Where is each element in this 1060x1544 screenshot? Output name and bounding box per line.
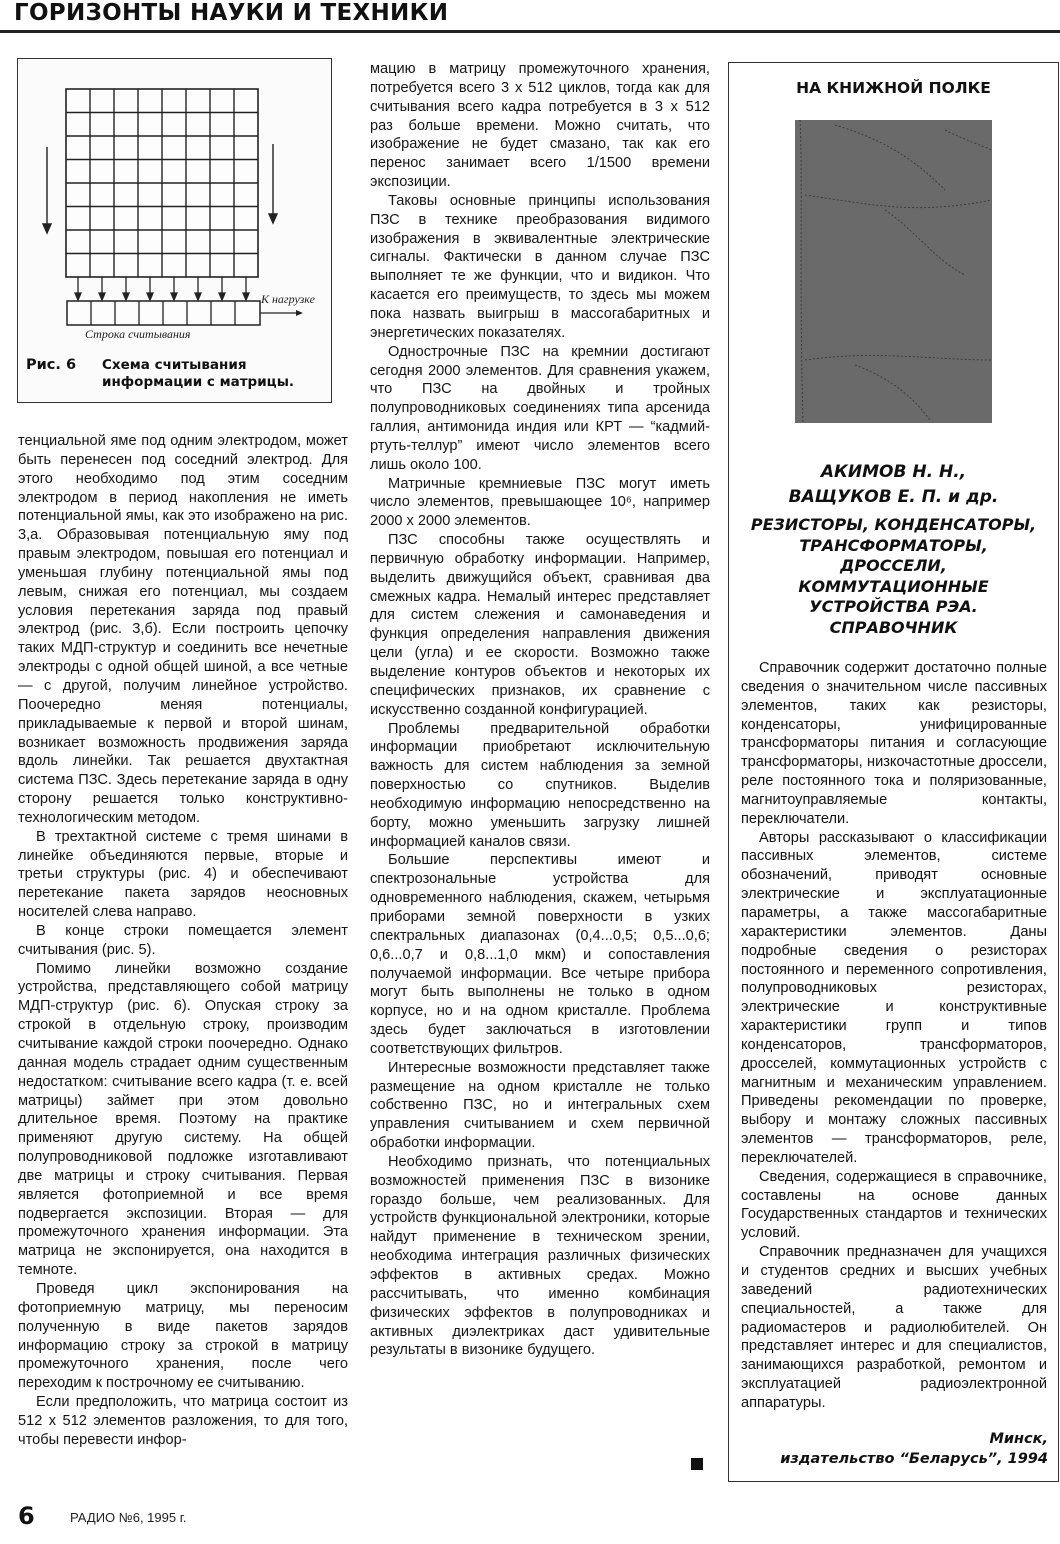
figure-number: Рис. 6: [26, 357, 77, 373]
paragraph: В конце строки помещается элемент считывания (рис. 5).: [18, 922, 348, 958]
article-column-2: [370, 60, 710, 1360]
figure-6: [17, 58, 332, 403]
paragraph: мацию в матрицу промежуточного хранения, потребуется всего 3 x 512 циклов, тогда как для считывания всего кадра потребуется в 3 x 512 раз больше времени. Можно считать, что изображение не будет смазано, так как его перенос занимает всего 1/1500 времени экспозиции.: [370, 61, 710, 191]
paragraph: Сведения, содержащиеся в справочнике, составлены на основе данных Государственных стандартов и технических условий.: [741, 1168, 1047, 1242]
publisher-info: [780, 1429, 1048, 1469]
figure-caption-text: Схема считывания информации с матрицы.: [102, 357, 295, 390]
title-line: ТРАНСФОРМАТОРЫ,: [799, 535, 988, 555]
paragraph: Проведя цикл экспонирования на фотоприемную матрицу, мы переносим полученную в виде пакетов зарядов информацию строку за строкой в матрицу промежуточного хранения, после чего переходим к построчному ее считыванию.: [18, 1280, 348, 1392]
title-line: СПРАВОЧНИК: [829, 617, 958, 637]
author-line: АКИМОВ Н. Н.,: [820, 462, 967, 482]
paragraph: Проблемы предварительной обработки информации приобретают исключительную важность для систем наблюдения за земной поверхностью со спутников. Выделив необходимую информацию непосредственно на борту, можно уменьшить загрузку лишней информацией каналов связи.: [370, 720, 710, 850]
author-line: ВАЩУКОВ Е. П. и др.: [788, 487, 999, 507]
paragraph: Интересные возможности представляет также размещение на одном кристалле не только собственно ПЗС, но и интегральных схем управления считыванием и схем первичной обработки информации.: [370, 1059, 710, 1152]
book-authors: [729, 460, 1058, 510]
bookshelf-heading: НА КНИЖНОЙ ПОЛКЕ: [796, 79, 991, 97]
title-line: ДРОССЕЛИ,: [840, 556, 947, 575]
bookshelf-box: [728, 62, 1059, 1482]
header-rule: [0, 30, 1060, 33]
paragraph: Матричные кремниевые ПЗС могут иметь число элементов, превышающее 10⁶, например 2000 x 2000 элементов.: [370, 475, 710, 530]
paragraph: Большие перспективы имеют и спектрозональные устройства для одновременного наблюдения, скажем, четырьмя приборами земной поверхности в узких спектральных диапазонах (0,4...0,5; 0,5...0,6; 0,6...0,7 и 0,8...1,0 мкм) и сопоставления получаемой информации. Все четыре прибора могут быть выполнены не только в одном корпусе, но и на одном кристалле. Проблема здесь будет заключаться в изготовлении соответствующих фильтров.: [370, 852, 710, 1057]
book-title: [729, 515, 1058, 638]
paragraph: Справочник предназначен для учащихся и студентов средних и высших учебных заведений радиотехнических специальностей, а также для радиомастеров и радиолюбителей. Он представляет интерес и для специалистов, занимающихся разработкой, ремонтом и эксплуатацией радиоэлектронной аппаратуры.: [741, 1244, 1047, 1411]
paragraph: Помимо линейки возможно создание устройства, представляющего собой матрицу МДП-структур (рис. 6). Опуская строку за строкой в отдельную строку, производим считывание каждой строки поочередно. Однако данная модель страдает одним существенным недостатком: считывание всего кадра (т. е. всей матрицы) займет при этом довольно длительное время. Поэтому на практике применяют другую систему. На общей полупроводниковой подложке изготавливают две матрицы и строку считывания. Первая является фотоприемной и все время подвергается экспозиции. Вторая — для промежуточного хранения информации. Эта матрица не экспонируется, она находится в темноте.: [18, 960, 348, 1279]
end-of-article-mark: [691, 1458, 703, 1470]
label-readout-row: Строка считывания: [85, 327, 191, 341]
paragraph: Необходимо признать, что потенциальных возможностей применения ПЗС в визонике гораздо больше, чем реализованных. Для устройств функциональной электроники, которые найдут применение в техническом зрении, необходима интеграция различных физических эффектов в активных средах. Можно рассчитывать, что именно комбинация физических эффектов в полупроводниках и активных диэлектриках даст удивительные результаты в визонике будущего.: [370, 1153, 710, 1359]
cover-texture: [795, 120, 992, 423]
book-description: [741, 659, 1047, 1413]
title-line: КОММУТАЦИОННЫЕ: [798, 576, 989, 596]
paragraph: Таковы основные принципы использования ПЗС в технике преобразования видимого изображения в эквивалентные электрические сигналы. Фактически в данном случае ПЗС выполняет те же функции, что и видикон. Что касается его преимуществ, то здесь мы можем пока назвать выигрыш в массогабаритных и энергетических показателях.: [370, 192, 710, 341]
title-line: РЕЗИСТОРЫ, КОНДЕНСАТОРЫ,: [750, 515, 1037, 534]
label-to-load: К нагрузке: [261, 292, 315, 306]
article-column-1: [18, 432, 348, 1450]
page-number: 6: [18, 1502, 35, 1530]
paragraph: ПЗС способны также осуществлять и первичную обработку информации. Например, выделить движущийся объект, сравнивая два смежных кадра. Немалый интерес представляет для систем слежения и самонаведения и функция определения направления движения цели (угла) и ее скорости. Возможно также выделение контуров объектов и некоторых их специфических признаков, их сравнение с искусственно созданной конфигурацией.: [370, 532, 710, 718]
paragraph: Однострочные ПЗС на кремнии достигают сегодня 2000 элементов. Для сравнения укажем, что ПЗС на двойных и тройных полупроводниковых соединениях типа арсенида галлия, антимонида индия или КРТ — “кадмий-ртуть-теллур” имеют число элементов всего лишь около 100.: [370, 343, 710, 473]
title-line: УСТРОЙСТВА РЭА.: [809, 597, 978, 616]
paragraph: Авторы рассказывают о классификации пассивных элементов, системе обозначений, приводят основные электрические и эксплуатационные параметры, а также массогабаритные характеристики элементов. Даны подробные сведения о резисторах постоянного и переменного сопротивления, полупроводниковых резисторах, электрические и конструктивные характеристики групп и типов конденсаторов, трансформаторов, дросселей, коммутационных устройств с магнитным и механическим управлением. Приведены рекомендации по проверке, выбору и монтажу сложных пассивных элементов — трансформаторов, реле, переключателей.: [741, 829, 1047, 1166]
publisher-city: Минск,: [989, 1431, 1048, 1447]
section-title: ГОРИЗОНТЫ НАУКИ И ТЕХНИКИ: [14, 0, 449, 26]
issue-info: РАДИО №6, 1995 г.: [70, 1510, 187, 1525]
publisher-name: издательство “Беларусь”, 1994: [780, 1451, 1048, 1467]
paragraph: В трехтактной системе с тремя шинами в линейке объединяются первые, вторые и третьи структуры (рис. 4) и обеспечивают перетекание пакета зарядов неосновных носителей слева направо.: [18, 828, 348, 921]
paragraph: Если предположить, что матрица состоит из 512 x 512 элементов разложения, то для того, чтобы перевести инфор-: [18, 1394, 348, 1448]
paragraph: Справочник содержит достаточно полные сведения о значительном числе пассивных элементов, таких как резисторы, конденсаторы, унифицированные трансформаторы питания и согласующие трансформаторы, низкочастотные дроссели, реле постоянного тока и поляризованные, магнитоуправляемые контакты, переключатели.: [741, 660, 1047, 827]
paragraph: тенциальной яме под одним электродом, может быть перенесен под соседний электрод. Для этого необходимо под этим соседним электродом в период накопления не иметь потенциальной ямы, как это изображено на рис. 3,а. Образовывая потенциальную яму под правым электродом, повышая его потенциал и уменьшая глубину потенциальной ямы под левым, снижая его потенциал, мы создаем условия перетекания заряда под правый электрод (рис. 3,б). Если построить цепочку таких МДП-структур и соединить все нечетные электроды с одной общей шиной, а все четные — с другой, получим линейное устройство. Поочередно меняя потенциалы, прикладываемые к первой и второй шинам, возникает возможность продвижения заряда вдоль линейки. Так решается двухтактная система ПЗС. Здесь перетекание заряда в одну сторону решается только конструктивно-технологическим методом.: [18, 433, 348, 826]
book-cover-image: [795, 120, 992, 423]
